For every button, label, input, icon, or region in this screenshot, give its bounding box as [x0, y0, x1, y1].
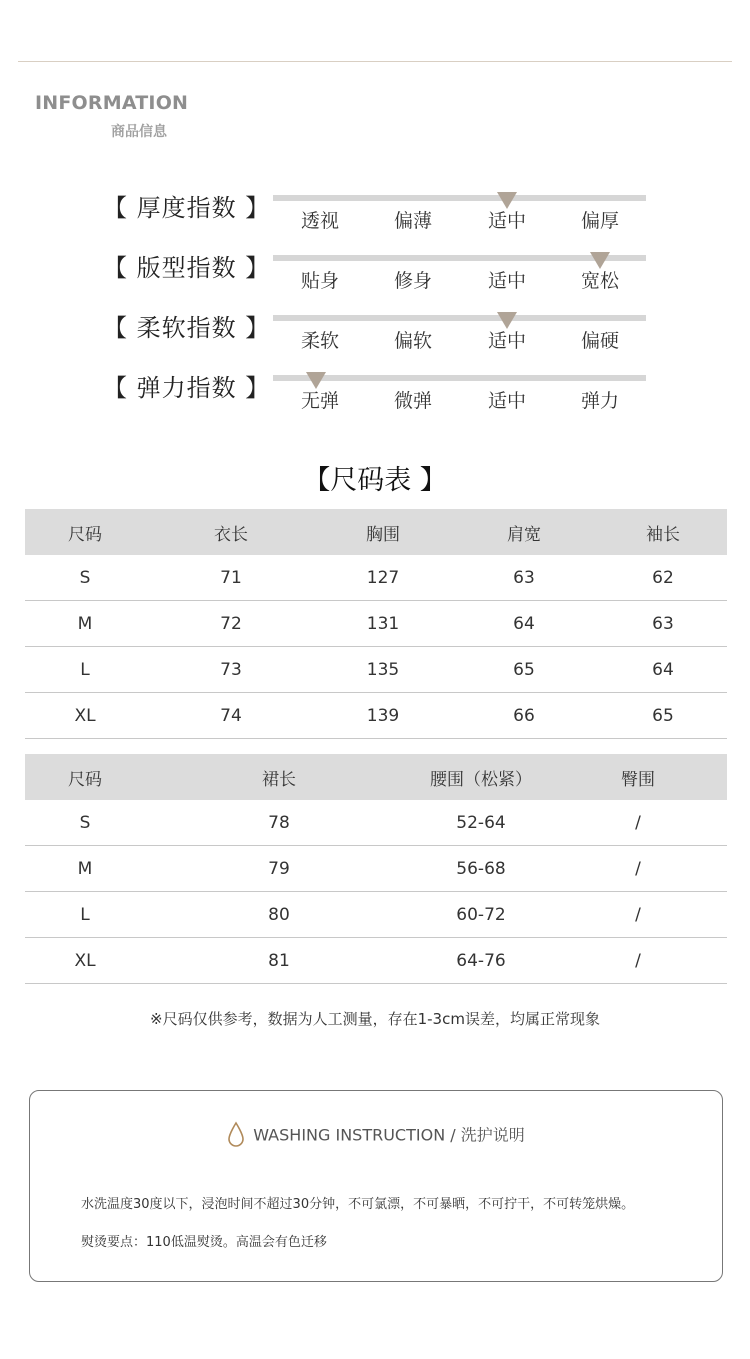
- size-table-bottom: [25, 754, 727, 984]
- table-cell: 131: [317, 601, 449, 647]
- washing-temperature-text: 水洗温度30度以下，浸泡时间不超过30分钟，不可氯漂，不可暴晒，不可拧干，不可转笼烘燥。: [81, 1197, 635, 1212]
- column-header: 袖长: [599, 509, 727, 555]
- index-label: 【 弹力指数 】: [103, 374, 271, 402]
- table-cell: /: [549, 800, 727, 846]
- index-row: [0, 188, 750, 248]
- table-cell: 65: [449, 647, 599, 693]
- table-cell: S: [25, 800, 145, 846]
- table-cell: /: [549, 938, 727, 984]
- water-drop-icon: [227, 1121, 245, 1151]
- table-cell: 73: [145, 647, 317, 693]
- index-option: 偏薄: [393, 210, 432, 232]
- column-header: 裙长: [145, 754, 413, 800]
- index-option: 贴身: [300, 270, 339, 292]
- table-cell: 62: [599, 555, 727, 601]
- size-table-top: [25, 509, 727, 739]
- index-label: 【 厚度指数 】: [103, 194, 271, 222]
- table-cell: XL: [25, 938, 145, 984]
- table-row: [25, 647, 727, 693]
- column-header: 尺码: [25, 509, 145, 555]
- ironing-text: 熨烫要点：110低温熨烫。高温会有色迁移: [81, 1235, 327, 1250]
- table-cell: 64-76: [413, 938, 549, 984]
- index-option: 无弹: [300, 390, 339, 412]
- size-chart-title: 【尺码表 】: [303, 465, 447, 496]
- index-option: 修身: [393, 270, 432, 292]
- index-scale-bar: [273, 375, 646, 381]
- column-header: 肩宽: [449, 509, 599, 555]
- info-title-en: INFORMATION: [35, 92, 189, 114]
- column-header: 尺码: [25, 754, 145, 800]
- washing-separator: /: [450, 1125, 456, 1145]
- index-row: [0, 368, 750, 428]
- table-row: [25, 938, 727, 984]
- table-row: [25, 601, 727, 647]
- table-cell: 74: [145, 693, 317, 739]
- table-cell: 60-72: [413, 892, 549, 938]
- table-cell: 139: [317, 693, 449, 739]
- index-scale-bar: [273, 195, 646, 201]
- washing-title-cn: 洗护说明: [460, 1125, 525, 1145]
- table-cell: 78: [145, 800, 413, 846]
- table-cell: L: [25, 892, 145, 938]
- index-label: 【 柔软指数 】: [103, 314, 271, 342]
- table-cell: S: [25, 555, 145, 601]
- table-cell: 79: [145, 846, 413, 892]
- index-option: 适中: [487, 390, 526, 412]
- table-cell: 65: [599, 693, 727, 739]
- index-option: 透视: [300, 210, 339, 232]
- index-option: 适中: [487, 270, 526, 292]
- top-divider: [18, 61, 732, 62]
- column-header: 腰围（松紧）: [413, 754, 549, 800]
- index-scale-bar: [273, 315, 646, 321]
- table-cell: 71: [145, 555, 317, 601]
- index-option: 适中: [487, 330, 526, 352]
- table-row: [25, 846, 727, 892]
- table-header-row: [25, 509, 727, 555]
- table-cell: 81: [145, 938, 413, 984]
- info-title-cn: 商品信息: [111, 124, 167, 140]
- table-cell: 72: [145, 601, 317, 647]
- index-option: 微弹: [393, 390, 432, 412]
- table-cell: M: [25, 846, 145, 892]
- index-option: 弹力: [580, 390, 619, 412]
- table-cell: 56-68: [413, 846, 549, 892]
- table-row: [25, 800, 727, 846]
- table-row: [25, 693, 727, 739]
- size-note: ※尺码仅供参考，数据为人工测量，存在1-3cm误差，均属正常现象: [150, 1010, 600, 1028]
- table-cell: 64: [449, 601, 599, 647]
- index-label: 【 版型指数 】: [103, 254, 271, 282]
- table-row: [25, 555, 727, 601]
- table-cell: M: [25, 601, 145, 647]
- table-header-row: [25, 754, 727, 800]
- table-cell: L: [25, 647, 145, 693]
- index-option: 偏硬: [580, 330, 619, 352]
- washing-header: [30, 1121, 722, 1151]
- table-cell: /: [549, 892, 727, 938]
- table-cell: 63: [449, 555, 599, 601]
- index-row: [0, 248, 750, 308]
- table-row: [25, 892, 727, 938]
- table-cell: 80: [145, 892, 413, 938]
- washing-instruction-box: [29, 1090, 723, 1282]
- table-cell: 66: [449, 693, 599, 739]
- table-cell: 52-64: [413, 800, 549, 846]
- index-row: [0, 308, 750, 368]
- table-cell: 135: [317, 647, 449, 693]
- index-option: 适中: [487, 210, 526, 232]
- column-header: 臀围: [549, 754, 727, 800]
- index-option: 偏厚: [580, 210, 619, 232]
- table-cell: XL: [25, 693, 145, 739]
- column-header: 胸围: [317, 509, 449, 555]
- table-cell: 63: [599, 601, 727, 647]
- table-cell: 127: [317, 555, 449, 601]
- index-option: 宽松: [580, 270, 619, 292]
- table-cell: 64: [599, 647, 727, 693]
- index-option: 偏软: [393, 330, 432, 352]
- column-header: 衣长: [145, 509, 317, 555]
- index-option: 柔软: [300, 330, 339, 352]
- washing-title-en: WASHING INSTRUCTION: [253, 1125, 446, 1145]
- table-cell: /: [549, 846, 727, 892]
